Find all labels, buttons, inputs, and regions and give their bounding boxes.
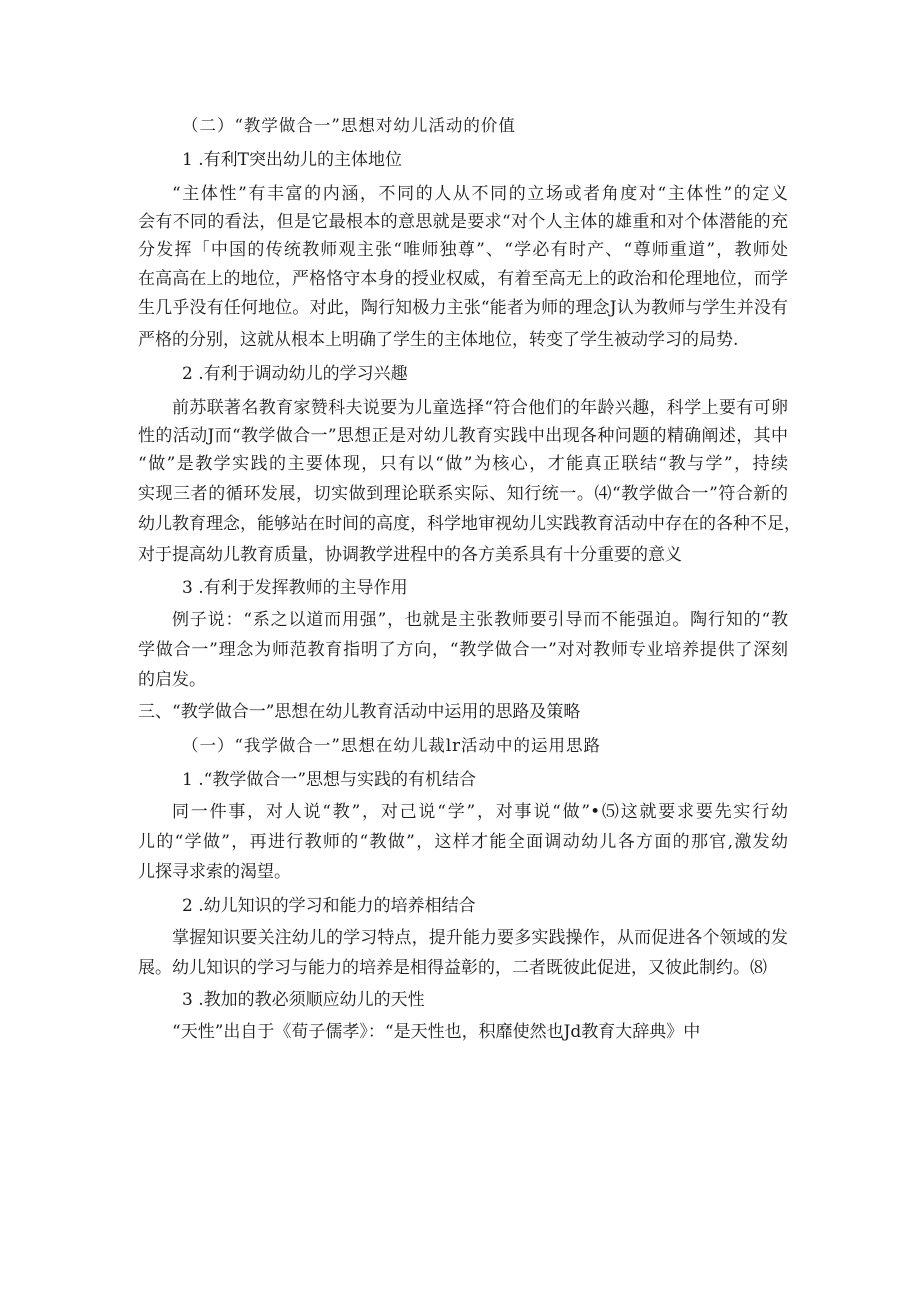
paragraph-line: 掌握知识要关注幼儿的学习特点，提升能力要多实践操作，从而促进各个领域的发	[172, 928, 788, 948]
paragraph-line: “主体性”有丰富的内涵，不同的人从不同的立场或者角度对“主体性”的定义	[172, 184, 788, 204]
paragraph-line: 的启发。	[138, 670, 206, 690]
paragraph-line: 儿探寻求索的渴望。	[138, 862, 291, 882]
paragraph-line: 前苏联著名教育家赞科夫说要为儿童选择“符合他们的年龄兴趣，科学上要有可卵	[172, 398, 788, 418]
section-heading-3: 三、“教学做合一”思想在幼儿教育活动中运用的思路及策略	[138, 702, 581, 722]
paragraph-line: 幼儿教育理念，能够站在时间的高度，科学地审视幼儿实践教育活动中存在的各种不足，	[138, 514, 801, 534]
section-heading-2: （二）“教学做合一”思想对幼儿活动的价值	[182, 116, 516, 135]
paragraph-line: 例子说：“系之以道而用强”，也就是主张教师要引导而不能强迫。陶行知的“教	[172, 610, 788, 630]
paragraph-line: 会有不同的看法，但是它最根本的意思就是要求“对个人主体的雄重和对个体潜能的充	[138, 212, 788, 232]
paragraph-line: 学做合一”理念为师范教育指明了方向，“教学做合一”对对教师专业培养提供了深刻	[138, 640, 788, 660]
subheading-2: 2 .幼儿知识的学习和能力的培养相结合	[182, 896, 476, 916]
subheading-3: 3 .教加的教必须顺应幼儿的天性	[182, 990, 425, 1010]
subheading-3: 3 .有利于发挥教师的主导作用	[182, 578, 408, 598]
subheading-1: 1 .“教学做合一”思想与实践的有机结合	[182, 770, 477, 790]
paragraph-line: 分发挥「中国的传统教师观主张“唯师独尊”、“学必有时产、“尊师重道”，教师处	[138, 240, 788, 260]
paragraph-line: “做”是教学实践的主要体现，只有以“做”为核心，才能真正联结“教与学”，持续	[138, 454, 788, 474]
subsection-heading-1: （一）“我学做合一”思想在幼儿裁lr活动中的运用思路	[182, 736, 602, 755]
paragraph-line: 实现三者的循环发展，切实做到理论联系实际、知行统一。⑷“教学做合一”符合新的	[138, 484, 788, 504]
paragraph-line: 展。幼儿知识的学习与能力的培养是相得益彰的，二者既彼此促进，又彼此制约。⑻	[138, 958, 767, 978]
paragraph-line: “天性”出自于《荀子儒孝》：“是天性也，积靡使然也Jd教育大辞典》中	[172, 1022, 701, 1042]
paragraph-line: 严格的分别，这就从根本上明确了学生的主体地位，转变了学生被动学习的局势.	[138, 330, 739, 350]
paragraph-line: 性的活动J而“教学做合一”思想正是对幼儿教育实践中出现各种问题的精确阐述，其中	[138, 426, 788, 446]
paragraph-line: 在高高在上的地位，严格恪守本身的授业权威，有着至高无上的政治和伦理地位，而学	[138, 269, 788, 289]
paragraph-line: 儿的“学做”，再进行教师的“教做”，这样才能全面调动幼儿各方面的那官,激发幼	[138, 832, 788, 852]
subheading-2: 2 .有利于调动幼儿的学习兴趣	[182, 364, 408, 384]
paragraph-line: 生几乎没有任何地位。对此，陶行知极力主张“能者为师的理念J认为教师与学生并没有	[138, 298, 788, 318]
subheading-1: 1 .有利T突出幼儿的主体地位	[182, 150, 402, 170]
paragraph-line: 同一件事，对人说“教”，对己说“学”，对事说“做”•⑸这就要求要先实行幼	[172, 802, 788, 822]
paragraph-line: 对于提高幼儿教育质量，协调教学进程中的各方美系具有十分重要的意义	[138, 545, 682, 565]
